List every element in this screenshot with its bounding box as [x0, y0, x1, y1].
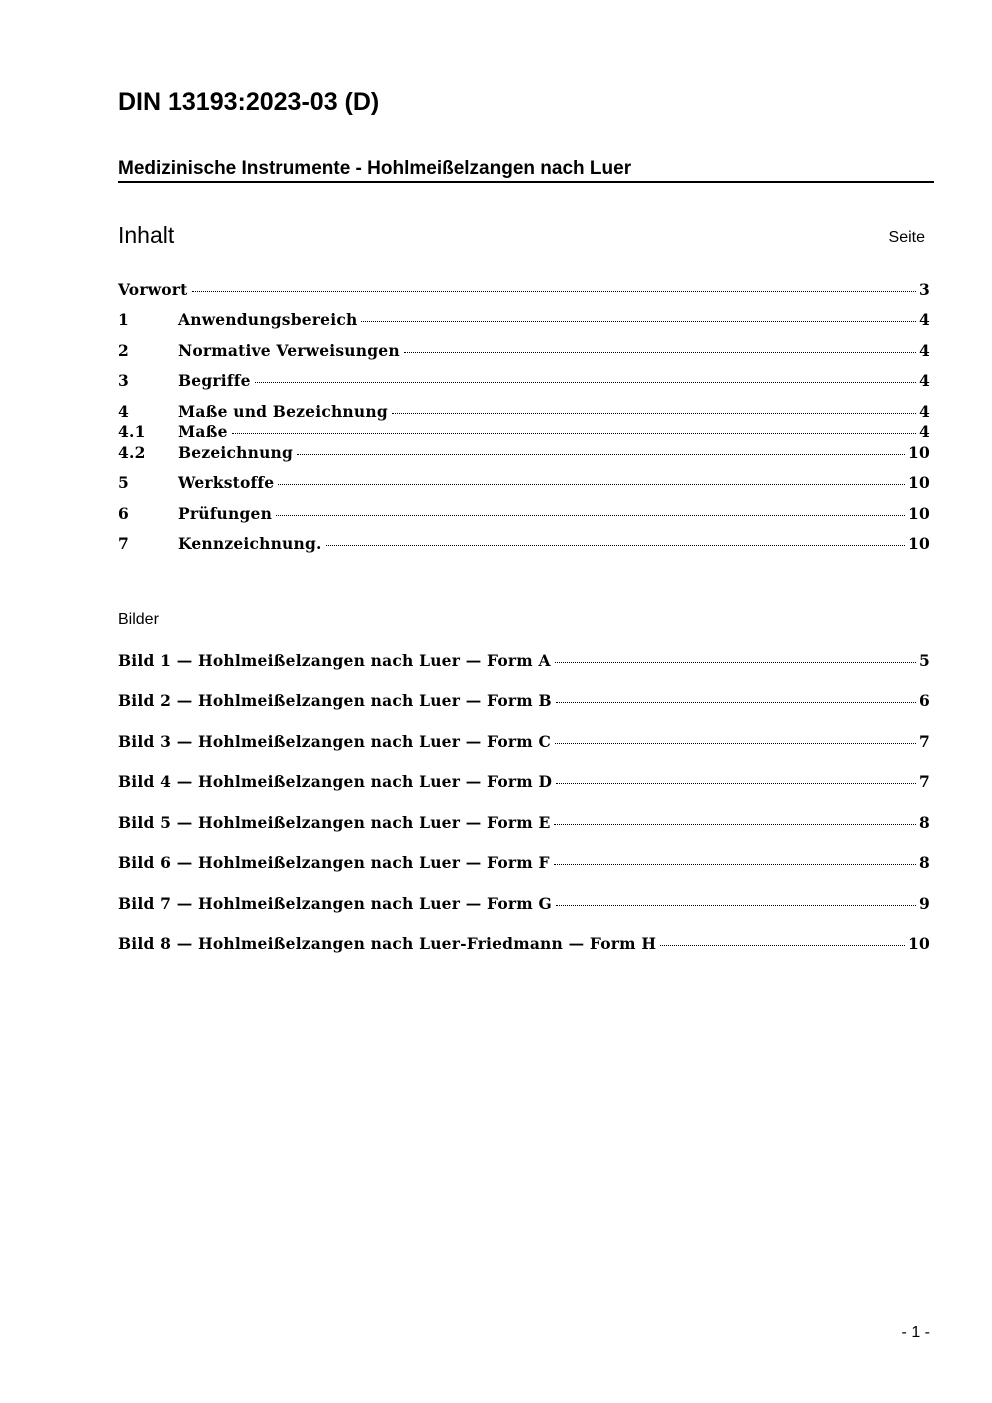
toc-leader	[192, 291, 916, 292]
figure-entry-8[interactable]	[118, 934, 930, 953]
figure-label: Bild 3 — Hohlmeißelzangen nach Luer — Form C	[118, 732, 551, 751]
toc-entry-2[interactable]	[118, 341, 930, 360]
toc-leader	[404, 352, 916, 353]
figure-label: Bild 5 — Hohlmeißelzangen nach Luer — Form E	[118, 813, 551, 832]
toc-leader	[556, 783, 916, 784]
toc-label: Anwendungsbereich	[178, 310, 358, 329]
figure-entry-5[interactable]	[118, 813, 930, 832]
toc-page: 4	[919, 310, 930, 329]
contents-heading: Inhalt	[118, 222, 175, 248]
toc-page: 4	[919, 341, 930, 360]
figure-page: 5	[919, 651, 930, 670]
page-number: - 1 -	[901, 1324, 930, 1341]
toc-leader	[278, 484, 905, 485]
toc-page: 4	[919, 422, 930, 441]
toc-number: 2	[118, 341, 129, 360]
toc-page: 10	[908, 443, 930, 462]
toc-entry-5[interactable]	[118, 473, 930, 492]
figure-entry-4[interactable]	[118, 772, 930, 791]
toc-leader	[555, 743, 916, 744]
figure-page: 10	[908, 934, 930, 953]
toc-leader	[660, 945, 905, 946]
toc-label: Begriffe	[178, 371, 251, 390]
toc-leader	[554, 824, 916, 825]
toc-label: Maße	[178, 422, 228, 441]
figure-label: Bild 1 — Hohlmeißelzangen nach Luer — Form A	[118, 651, 551, 670]
figure-label: Bild 4 — Hohlmeißelzangen nach Luer — Form D	[118, 772, 553, 791]
figure-entry-3[interactable]	[118, 732, 930, 751]
figure-label: Bild 7 — Hohlmeißelzangen nach Luer — Form G	[118, 894, 552, 913]
toc-entry-vorwort[interactable]	[118, 280, 930, 299]
toc-page: 10	[908, 504, 930, 523]
figure-page: 7	[919, 772, 930, 791]
toc-leader	[361, 321, 916, 322]
figure-entry-7[interactable]	[118, 894, 930, 913]
figure-label: Bild 2 — Hohlmeißelzangen nach Luer — Form B	[118, 691, 552, 710]
toc-page: 4	[919, 402, 930, 421]
toc-page: 3	[919, 280, 930, 299]
toc-number: 6	[118, 504, 129, 523]
toc-label: Normative Verweisungen	[178, 341, 400, 360]
toc-number: 4	[118, 402, 129, 421]
toc-label: Kennzeichnung.	[178, 534, 322, 553]
toc-number: 7	[118, 534, 129, 553]
toc-leader	[556, 905, 916, 906]
toc-entry-7[interactable]	[118, 534, 930, 553]
toc-number: 5	[118, 473, 129, 492]
toc-entry-3[interactable]	[118, 371, 930, 390]
toc-page: 10	[908, 473, 930, 492]
toc-entry-4-2[interactable]	[118, 443, 930, 462]
toc-page: 10	[908, 534, 930, 553]
figure-page: 6	[919, 691, 930, 710]
document-title: Medizinische Instrumente - Hohlmeißelzangen nach Luer	[118, 158, 632, 179]
page-column-heading: Seite	[888, 229, 925, 246]
toc-leader	[255, 382, 916, 383]
toc-entry-6[interactable]	[118, 504, 930, 523]
toc-leader	[297, 454, 905, 455]
toc-number: 4.2	[118, 443, 146, 462]
toc-leader	[326, 545, 905, 546]
toc-page: 4	[919, 371, 930, 390]
figure-page: 8	[919, 813, 930, 832]
title-divider	[118, 181, 934, 183]
toc-leader	[392, 413, 916, 414]
toc-label: Bezeichnung	[178, 443, 294, 462]
toc-label: Vorwort	[118, 280, 188, 299]
figure-entry-6[interactable]	[118, 853, 930, 872]
toc-leader	[556, 702, 916, 703]
figure-page: 9	[919, 894, 930, 913]
toc-number: 1	[118, 310, 129, 329]
document-id: DIN 13193:2023-03 (D)	[118, 88, 380, 116]
toc-label: Prüfungen	[178, 504, 273, 523]
toc-entry-4[interactable]	[118, 402, 930, 421]
toc-number: 4.1	[118, 422, 146, 441]
toc-entry-4-1[interactable]	[118, 422, 930, 441]
toc-leader	[554, 864, 916, 865]
toc-leader	[276, 515, 905, 516]
figure-label: Bild 8 — Hohlmeißelzangen nach Luer-Friedmann — Form H	[118, 934, 657, 953]
figure-label: Bild 6 — Hohlmeißelzangen nach Luer — Form F	[118, 853, 550, 872]
toc-label: Werkstoffe	[178, 473, 275, 492]
toc-entry-1[interactable]	[118, 310, 930, 329]
figure-entry-2[interactable]	[118, 691, 930, 710]
figure-page: 8	[919, 853, 930, 872]
figures-heading: Bilder	[118, 611, 159, 628]
toc-number: 3	[118, 371, 129, 390]
toc-leader	[232, 433, 916, 434]
toc-leader	[555, 662, 916, 663]
figure-entry-1[interactable]	[118, 651, 930, 670]
toc-label: Maße und Bezeichnung	[178, 402, 388, 421]
figure-page: 7	[919, 732, 930, 751]
